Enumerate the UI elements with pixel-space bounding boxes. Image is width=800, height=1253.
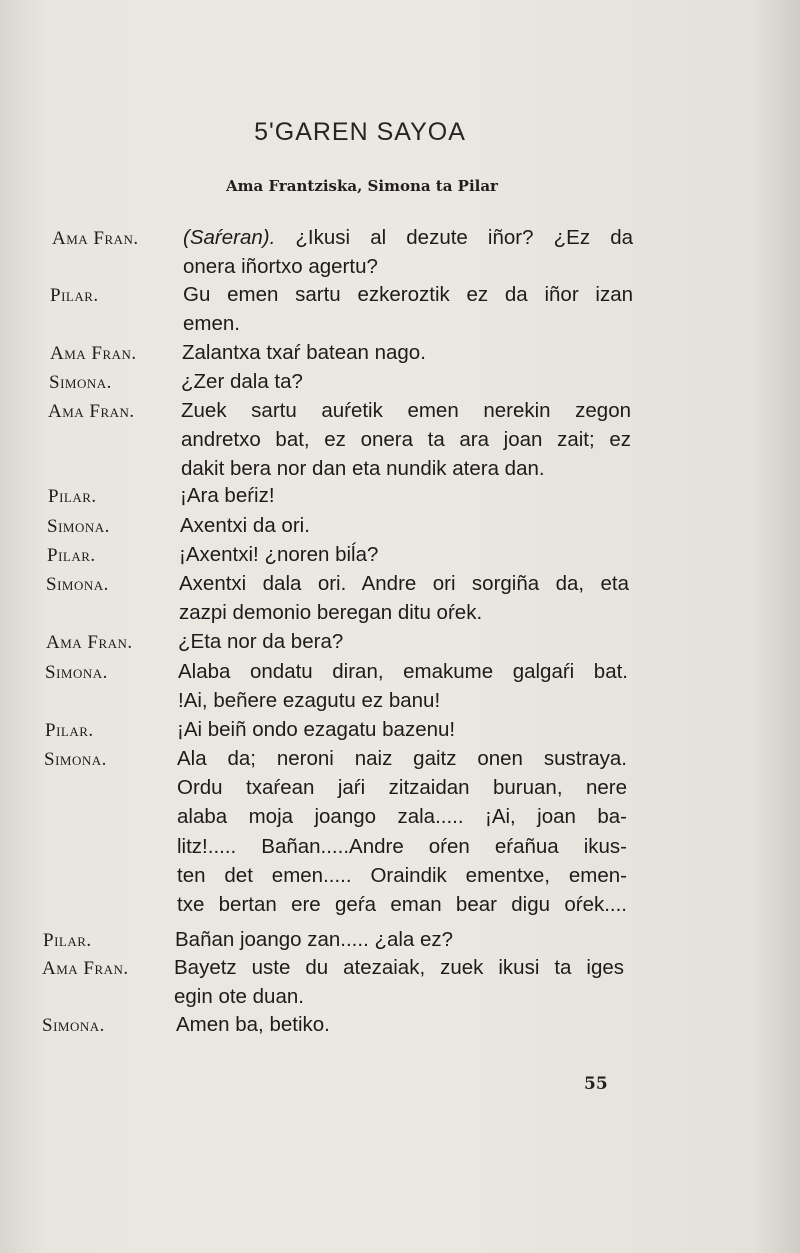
speaker-name: Simona. <box>46 574 109 595</box>
speaker-name: Pilar. <box>45 720 94 741</box>
speaker-name: Simona. <box>42 1015 105 1036</box>
dialogue-line: litz!..... Bañan.....Andre oŕen eŕañua ikus- <box>177 834 627 858</box>
page-number: 55 <box>584 1074 608 1094</box>
dialogue-line: !Ai, beñere ezagutu ez banu! <box>178 689 441 713</box>
speaker-name: Pilar. <box>48 486 97 507</box>
dialogue-line: ¡Axentxi! ¿noren biĺa? <box>179 543 379 566</box>
speaker-name: Ama Fran. <box>48 401 135 422</box>
dialogue-line: Alaba ondatu diran, emakume galgaŕi bat. <box>178 660 628 683</box>
dialogue-line: ¿Eta nor da bera? <box>178 630 344 653</box>
speaker-name: Simona. <box>44 749 107 770</box>
dialogue-line: alaba moja joango zala..... ¡Ai, joan ba- <box>177 805 627 829</box>
speaker-name: Ama Fran. <box>50 343 137 364</box>
dialogue-line: Zalantxa txaŕ batean nago. <box>182 341 426 364</box>
speaker-name: Ama Fran. <box>42 958 129 979</box>
scene-title: 5'GAREN SAYOA <box>254 118 466 146</box>
speaker-name: Ama Fran. <box>46 632 133 653</box>
dialogue-line: onera iñortxo agertu? <box>183 255 378 279</box>
dialogue-line: (Saŕeran). ¿Ikusi al dezute iñor? ¿Ez da <box>183 226 633 249</box>
dialogue-line: ¿Zer dala ta? <box>181 370 303 393</box>
speaker-name: Simona. <box>45 662 108 683</box>
dialogue-line: Ordu txaŕean jaŕi zitzaidan buruan, nere <box>177 776 627 800</box>
dialogue-line: ¡Ai beiñ ondo ezagatu bazenu! <box>177 718 456 741</box>
dialogue-line: Axentxi dala ori. Andre ori sorgiña da, eta <box>179 572 629 595</box>
dialogue-line: Axentxi da ori. <box>180 514 310 537</box>
dialogue-line: Zuek sartu auŕetik emen nerekin zegon <box>181 399 631 422</box>
scene-characters: Ama Frantziska, Simona ta Pilar <box>226 177 498 195</box>
dialogue-line: zazpi demonio beregan ditu oŕek. <box>179 601 483 625</box>
dialogue-line: egin ote duan. <box>174 985 304 1009</box>
dialogue-line: ¡Ara beŕiz! <box>180 484 275 507</box>
dialogue-line: emen. <box>183 312 240 336</box>
dialogue-line: ten det emen..... Oraindik ementxe, emen- <box>177 863 627 887</box>
dialogue-line: Amen ba, betiko. <box>176 1013 330 1036</box>
dialogue-line: Bañan joango zan..... ¿ala ez? <box>175 928 454 951</box>
speaker-name: Ama Fran. <box>52 228 139 249</box>
dialogue-line: Gu emen sartu ezkeroztik ez da iñor izan <box>183 283 633 306</box>
dialogue-line: Bayetz uste du atezaiak, zuek ikusi ta iges <box>174 956 624 979</box>
speaker-name: Pilar. <box>47 545 96 566</box>
dialogue-line: andretxo bat, ez onera ta ara joan zait; ez <box>181 428 631 452</box>
dialogue-line: dakit bera nor dan eta nundik atera dan. <box>181 457 545 481</box>
speaker-name: Simona. <box>49 372 112 393</box>
speaker-name: Pilar. <box>50 285 99 306</box>
speaker-name: Simona. <box>47 516 110 537</box>
speaker-name: Pilar. <box>43 930 92 951</box>
dialogue-line: Ala da; neroni naiz gaitz onen sustraya. <box>177 747 627 770</box>
dialogue-line: txe bertan ere geŕa eman bear digu oŕek.... <box>177 893 627 916</box>
